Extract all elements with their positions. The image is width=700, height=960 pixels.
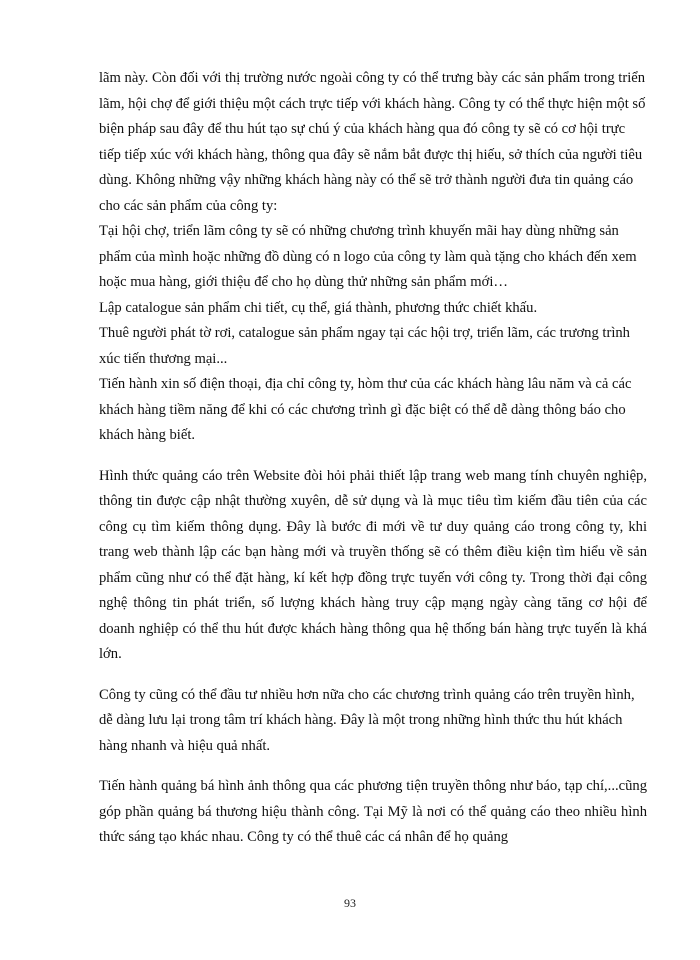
paragraph-trade-fair-intro: lãm này. Còn đối với thị trường nước ngoài công ty có thể trưng bày các sản phẩm trong triển lãm, hội chợ để giới thiệu một cách trực tiếp với khách hàng. Công ty có thể thực hiện một số biện pháp sau đây để thu hút tạo sự chú ý của khách hàng qua đó công ty sẽ có cơ hội trực tiếp tiếp xúc với khách hàng, thông qua đây sẽ nắm bắt được thị hiếu, sở thích của người tiêu dùng. Không những vậy những khách hàng này có thể sẽ trở thành người đưa tin quảng cáo cho các sản phẩm của công ty: [99,70,646,214]
paragraph-website-ads: Hình thức quảng cáo trên Website đòi hỏi phải thiết lập trang web mang tính chuyên nghiệp, thông tin được cập nhật thường xuyên, dễ sử dụng và là mục tiêu tìm kiếm đầu tiên của các công cụ tìm kiếm thông dụng. Đây là bước đi mới về tư duy quảng cáo trong công ty, khi trang web thành lập các bạn hàng mới và truyền thống sẽ có thêm điều kiện tìm hiểu về sản phẩm cũng như có thể đặt hàng, kí kết hợp đồng trực tuyến với công ty. Trong thời đại công nghệ thông tin phát triển, số lượng khách hàng truy cập mạng ngày càng tăng cơ hội để doanh nghiệp có thể thu hút được khách hàng thông qua hệ thống bán hàng trực tuyến là khá lớn. [99,467,647,662]
paragraph-customer-contacts: Tiến hành xin số điện thoại, địa chỉ công ty, hòm thư của các khách hàng lâu năm và cả các khách hàng tiềm năng để khi có các chương trình gì đặc biệt có thể dễ dàng thông báo cho khách hàng biết. [99,376,632,443]
paragraph-leaflets: Thuê người phát tờ rơi, catalogue sản phẩm ngay tại các hội trợ, triển lãm, các trương trình xúc tiến thương mại... [99,325,630,367]
paragraph-tv-ads: Công ty cũng có thể đầu tư nhiều hơn nữa cho các chương trình quảng cáo trên truyền hình, dễ dàng lưu lại trong tâm trí khách hàng. Đây là một trong những hình thức thu hút khách hàng nhanh và hiệu quả nhất. [99,686,635,754]
paragraph-promotions-at-fair: Tại hội chợ, triển lãm công ty sẽ có những chương trình khuyến mãi hay dùng những sản phẩm của mình hoặc những đồ dùng có n logo của công ty làm quà tặng cho khách đến xem hoặc mua hàng, giới thiệu để cho họ dùng thử những sản phẩm mới… [99,223,637,290]
paragraph-media-promotion: Tiến hành quảng bá hình ảnh thông qua các phương tiện truyền thông như báo, tạp chí,...cũng góp phần quảng bá thương hiệu thành công. Tại Mỹ là nơi có thể quảng cáo theo nhiều hình thức sáng tạo khác nhau. Công ty có thể thuê các cá nhân để họ quảng [99,778,647,845]
page-body [99,66,647,851]
page-number: 93 [344,896,356,910]
paragraph-catalogue: Lập catalogue sản phẩm chi tiết, cụ thể, giá thành, phương thức chiết khấu. [99,299,538,316]
